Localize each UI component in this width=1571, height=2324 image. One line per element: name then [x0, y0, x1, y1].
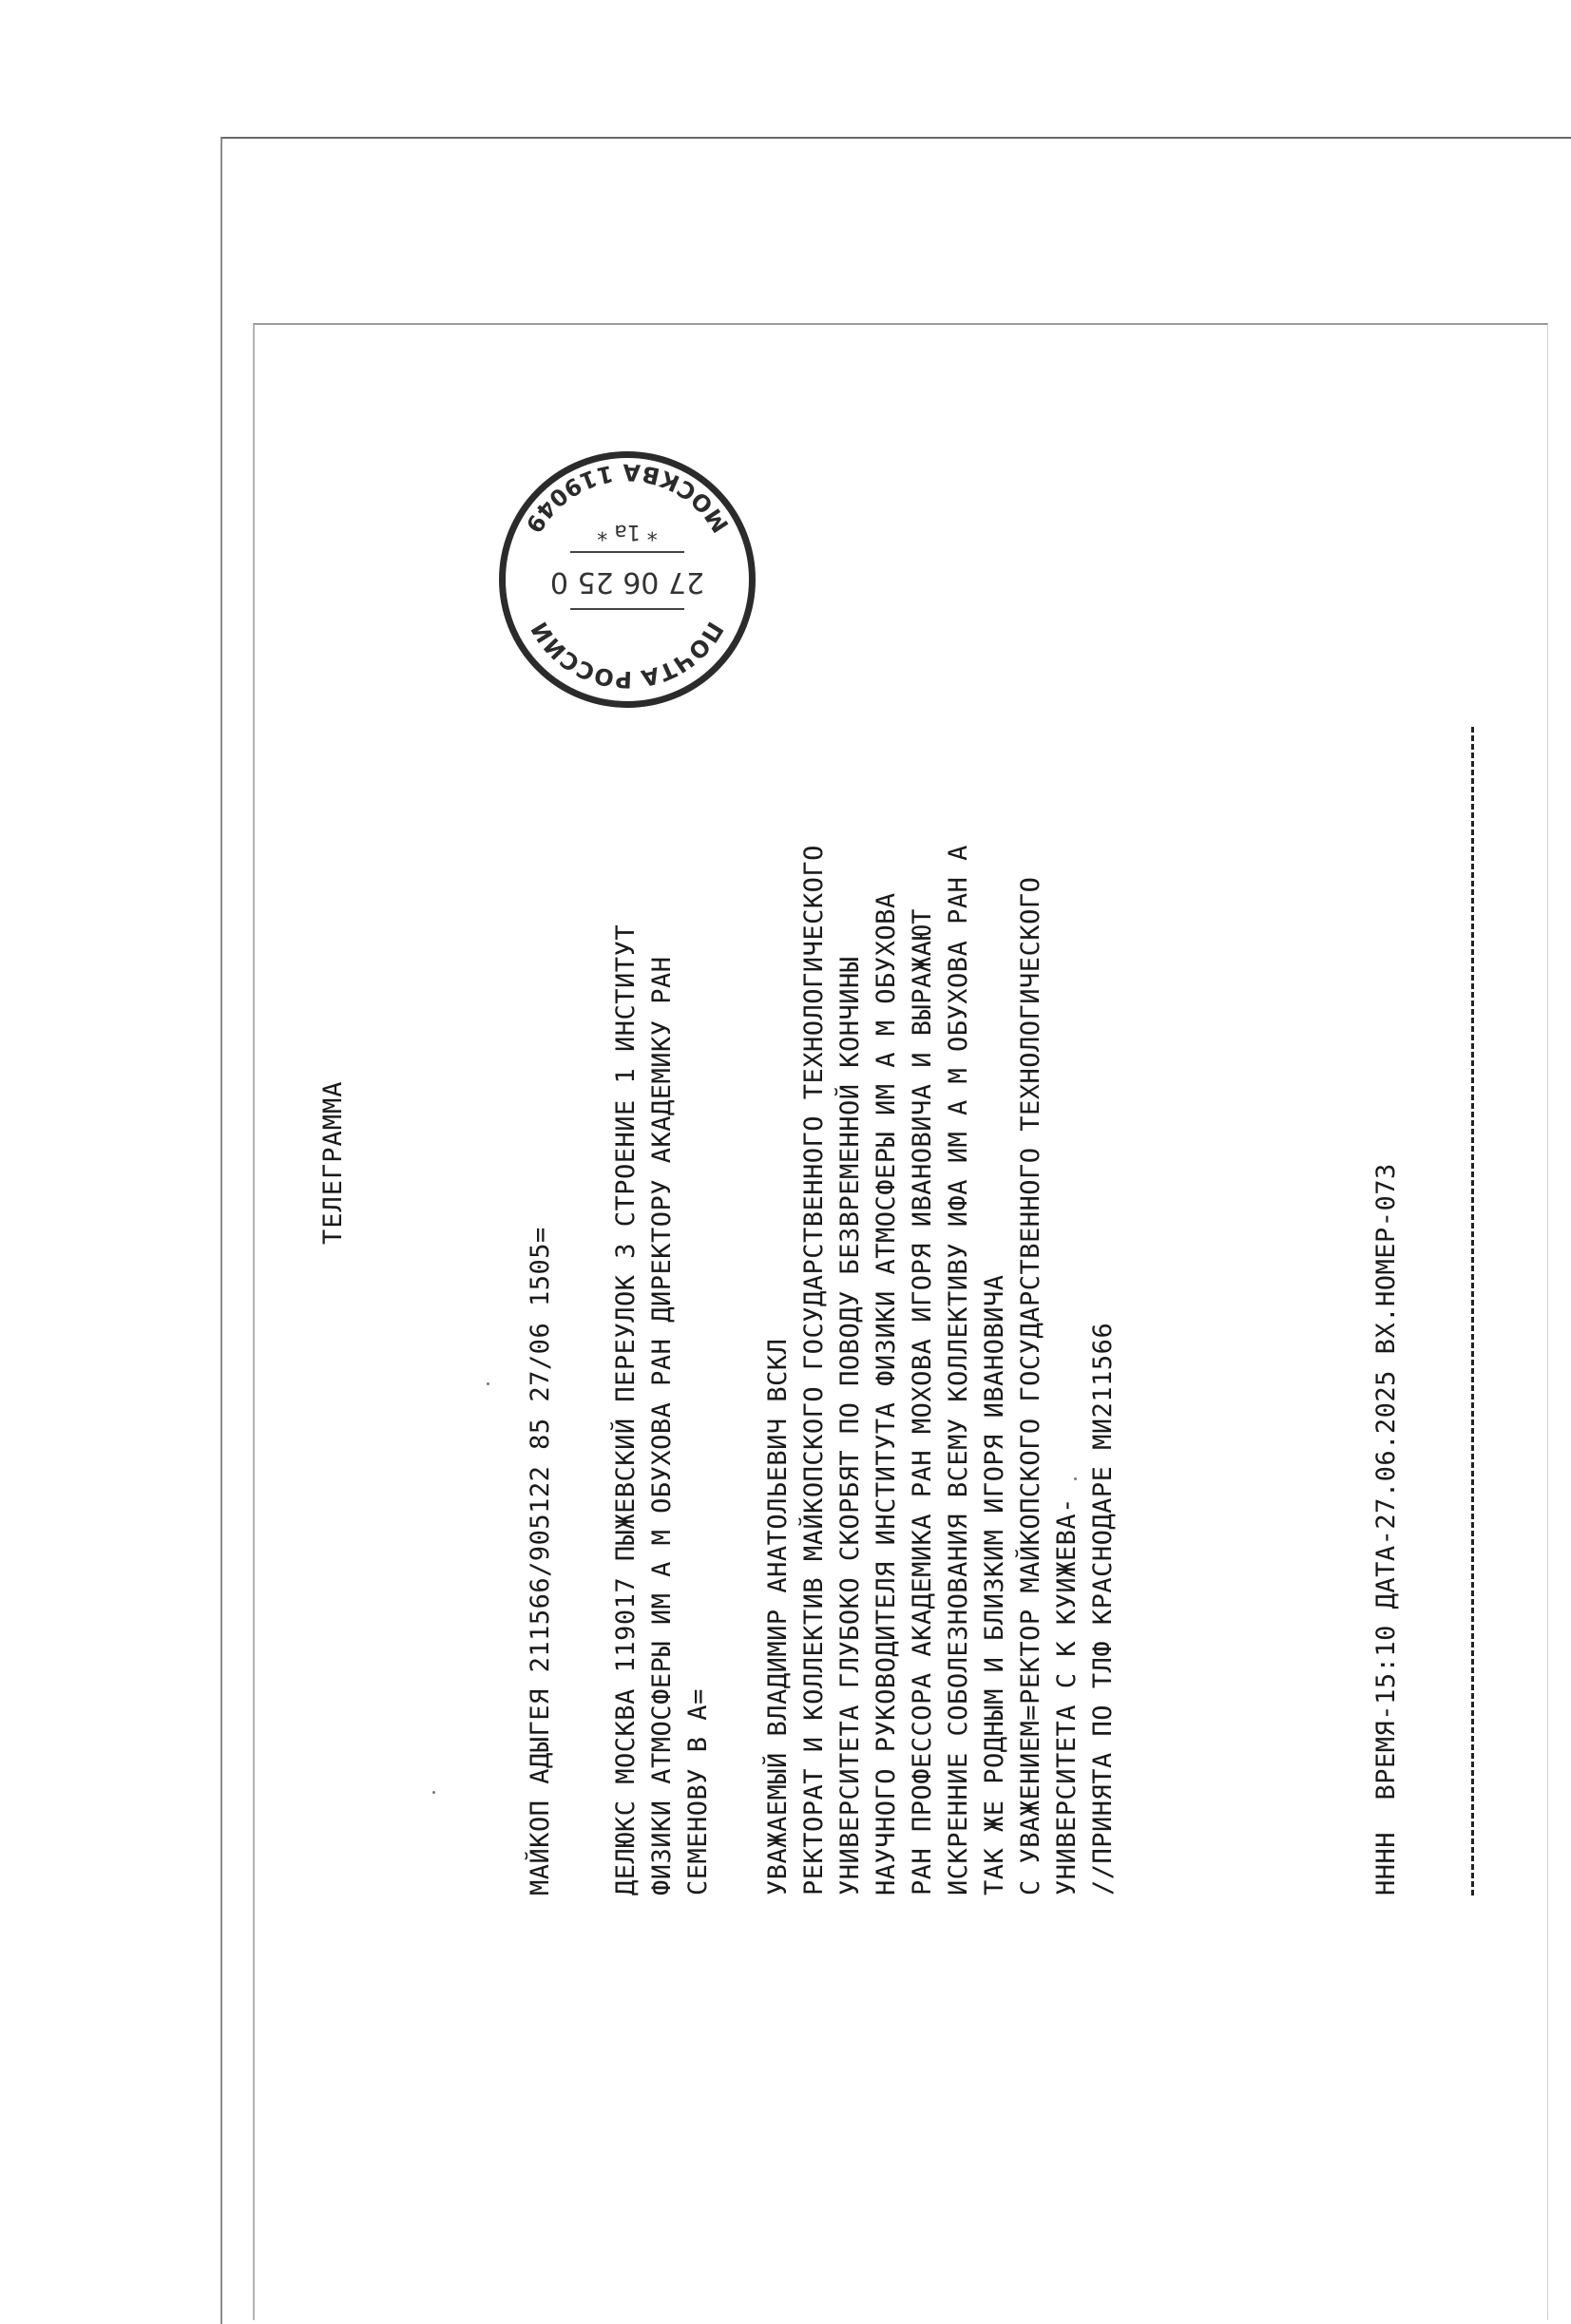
body-line: РАН ПРОФЕССОРА АКАДЕМИКА РАН МОХОВА ИГОРЯ ИВАНОВИЧА И ВЫРАЖАЮТ — [908, 908, 937, 1895]
postmark-stamp — [499, 451, 756, 708]
postmark-date: 27 06 25 0 — [549, 565, 705, 599]
body-line: НАУЧНОГО РУКОВОДИТЕЛЯ ИНСТИТУТА ФИЗИКИ АТМОСФЕРЫ ИМ А М ОБУХОВА — [872, 892, 901, 1895]
body-line: УНИВЕРСИТЕТА С К КУИЖЕВА- — [1052, 1497, 1082, 1895]
sender-text: МАЙКОП АДЫГЕЯ 211566/905122 85 27/06 1505= — [526, 1227, 555, 1895]
footer-text: НННН ВРЕМЯ-15:10 ДАТА-27.06.2025 ВХ.НОМЕР-073 — [1371, 1163, 1401, 1895]
address-line: СЕМЕНОВУ В А= — [683, 1688, 713, 1895]
body-line: //ПРИНЯТА ПО ТЛФ КРАСНОДАРЕ МИ211566 — [1088, 1322, 1118, 1895]
address-line: ДЕЛЮКС МОСКВА 119017 ПЫЖЕВСКИЙ ПЕРЕУЛОК 3 СТРОЕНИЕ 1 ИНСТИТУТ — [611, 924, 641, 1895]
postmark-code: * 1а * — [597, 520, 658, 543]
message-body — [760, 845, 1121, 1895]
body-line: С УВАЖЕНИЕМ=РЕКТОР МАЙКОПСКОГО ГОСУДАРСТВЕННОГО ТЕХНОЛОГИЧЕСКОГО — [1016, 876, 1045, 1895]
telegram-page — [0, 143, 1401, 1929]
body-line: РЕКТОРАТ И КОЛЛЕКТИВ МАЙКОПСКОГО ГОСУДАРСТВЕННОГО ТЕХНОЛОГИЧЕСКОГО — [799, 845, 829, 1895]
body-line: УНИВЕРСИТЕТА ГЛУБОКО СКОРБЯТ ПО ПОВОДУ БЕЗВРЕМЕННОЙ КОНЧИНЫ — [835, 956, 865, 1895]
postmark-bottom-text: МОСКВА 119049 — [520, 458, 735, 538]
body-line: ТАК ЖЕ РОДНЫМ И БЛИЗКИМ ИГОРЯ ИВАНОВИЧА — [980, 1274, 1009, 1895]
postmark-rule — [570, 608, 684, 610]
recipient-address — [608, 924, 717, 1895]
svg-text:ПОЧТА РОССИИ — [527, 617, 729, 693]
postmark-top-text: ПОЧТА РОССИИ — [526, 617, 729, 694]
body-line: УВАЖАЕМЫЙ ВЛАДИМИР АНАТОЛЬЕВИЧ ВСКЛ — [763, 1338, 793, 1895]
dashed-separator — [1471, 727, 1474, 1895]
service-footer — [1369, 1163, 1405, 1895]
telegram-title: ТЕЛЕГРАММА — [318, 1080, 348, 1245]
address-line: ФИЗИКИ АТМОСФЕРЫ ИМ А М ОБУХОВА РАН ДИРЕКТОРУ АКАДЕМИКУ РАН — [647, 956, 677, 1895]
postmark-rule — [570, 551, 684, 553]
sender-line — [523, 1227, 559, 1895]
body-line: ИСКРЕННИЕ СОБОЛЕЗНОВАНИЯ ВСЕМУ КОЛЛЕКТИВУ ИФА ИМ А М ОБУХОВА РАН А — [944, 845, 973, 1895]
